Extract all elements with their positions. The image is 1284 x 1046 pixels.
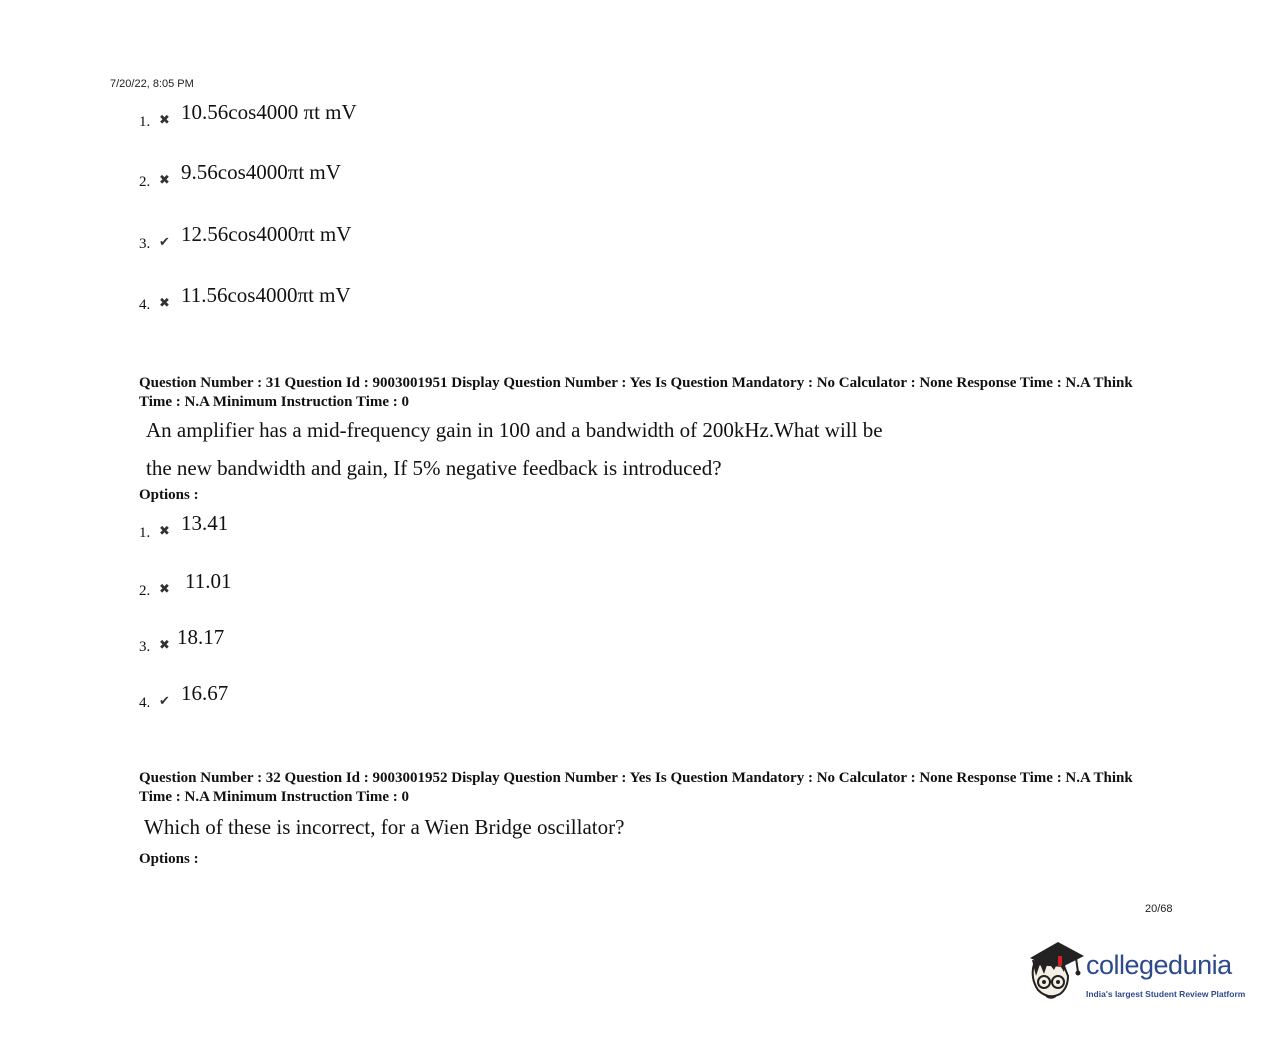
- option-number: 4.: [139, 695, 151, 711]
- option-value: 12.56cos4000πt mV: [181, 222, 352, 246]
- cross-icon: ✖: [159, 295, 170, 310]
- question-text-line: An amplifier has a mid-frequency gain in 100 and a bandwidth of 200kHz.What will be: [146, 418, 883, 442]
- option-row: [139, 222, 351, 253]
- option-value: 16.67: [181, 681, 229, 705]
- logo-wordmark: collegedunia: [1086, 950, 1232, 980]
- check-icon: ✔: [159, 234, 170, 249]
- cross-icon: ✖: [159, 581, 170, 596]
- option-row: [139, 625, 224, 656]
- option-row: [139, 160, 341, 191]
- option-number: 1.: [139, 114, 151, 130]
- option-number: 2.: [139, 174, 151, 190]
- print-timestamp: 7/20/22, 8:05 PM: [110, 78, 194, 90]
- option-row: [139, 681, 228, 712]
- option-number: 4.: [139, 297, 151, 313]
- cross-icon: ✖: [159, 172, 170, 187]
- options-label: Options :: [139, 851, 199, 867]
- option-row: [139, 100, 357, 131]
- option-row: [139, 511, 228, 542]
- option-number: 1.: [139, 525, 151, 541]
- option-value: 18.17: [177, 625, 225, 649]
- logo-tagline: India's largest Student Review Platform: [1086, 989, 1246, 999]
- option-value: 13.41: [181, 511, 229, 535]
- option-value: 9.56cos4000πt mV: [181, 160, 341, 184]
- option-number: 2.: [139, 583, 151, 599]
- option-number: 3.: [139, 639, 151, 655]
- option-row: [139, 569, 231, 600]
- question-text-line: the new bandwidth and gain, If 5% negative feedback is introduced?: [146, 456, 722, 480]
- question-text-line: Which of these is incorrect, for a Wien Bridge oscillator?: [144, 815, 625, 839]
- option-value: 11.56cos4000πt mV: [181, 283, 351, 307]
- question-meta: Question Number : 31 Question Id : 9003001951 Display Question Number : Yes Is Question Mandatory : No Calculator : None Response Time : N.A Think Time : N.A Minimum Instruction Time : 0: [139, 375, 1133, 410]
- cross-icon: ✖: [159, 112, 170, 127]
- cross-icon: ✖: [159, 523, 170, 538]
- cross-icon: ✖: [159, 637, 170, 652]
- page-number: 20/68: [1145, 903, 1173, 915]
- option-value: 10.56cos4000 πt mV: [181, 100, 357, 124]
- check-icon: ✔: [159, 693, 170, 708]
- collegedunia-logo: [1024, 938, 1254, 1004]
- options-label: Options :: [139, 487, 199, 503]
- option-number: 3.: [139, 236, 151, 252]
- option-row: [139, 283, 351, 314]
- question-meta: Question Number : 32 Question Id : 9003001952 Display Question Number : Yes Is Question Mandatory : No Calculator : None Response Time : N.A Think Time : N.A Minimum Instruction Time : 0: [139, 770, 1133, 805]
- mascot-icon: [1024, 938, 1086, 1004]
- option-value: 11.01: [185, 569, 232, 593]
